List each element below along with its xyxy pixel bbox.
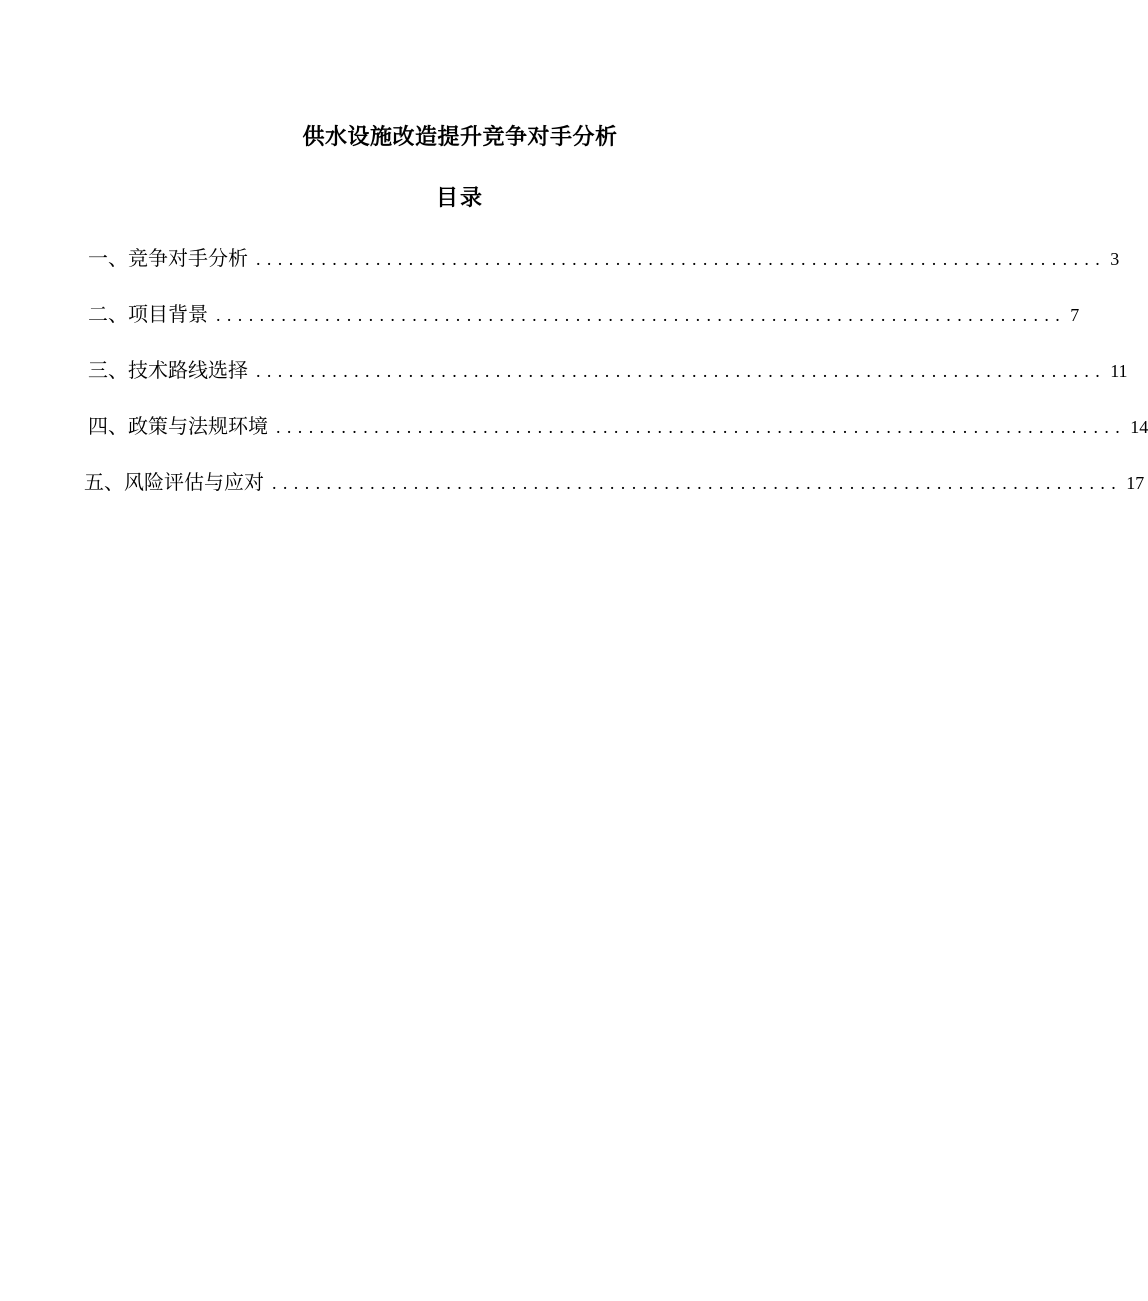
toc-page-number: 3 [1110,249,1120,269]
toc-dot-leader: .............................................................................. [256,361,1107,381]
toc-dot-leader: .............................................................................. [256,249,1107,269]
toc-entry-label: 一、竞争对手分析 [88,246,248,270]
toc-entry-competitor-analysis[interactable] [88,243,1120,273]
toc-dot-leader: .............................................................................. [276,417,1127,437]
toc-entry-policy-regulation[interactable] [88,411,1148,441]
toc-entry-label: 五、风险评估与应对 [84,470,264,494]
document-title: 供水设施改造提升竞争对手分析 [302,125,618,150]
toc-page-number: 14 [1130,417,1148,437]
toc-entry-label: 三、技术路线选择 [88,358,248,382]
toc-entry-label: 二、项目背景 [88,302,208,326]
toc-dot-leader: .............................................................................. [272,473,1123,493]
toc-entry-technical-route[interactable] [88,355,1128,385]
toc-page-number: 11 [1110,361,1128,381]
toc-page-number: 7 [1070,305,1080,325]
toc-entry-label: 四、政策与法规环境 [88,414,268,438]
toc-dot-leader: .............................................................................. [216,305,1067,325]
toc-heading: 目录 [435,186,484,211]
toc-entry-project-background[interactable] [88,299,1080,329]
toc-entry-risk-assessment[interactable] [84,467,1145,497]
toc-page-number: 17 [1126,473,1145,493]
